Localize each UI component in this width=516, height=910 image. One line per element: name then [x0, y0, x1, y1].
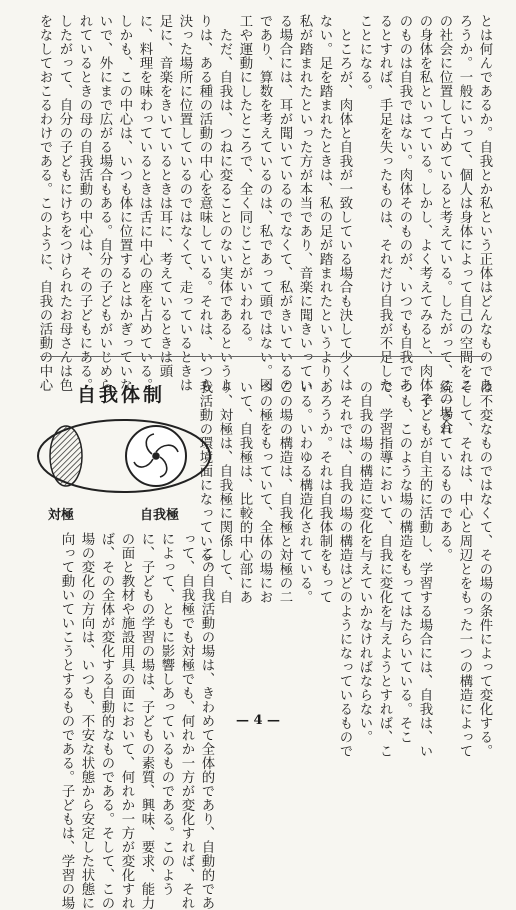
text-line: であり、算数を考えているのは、私であって頭ではない。図 [257, 14, 272, 392]
ego-structure-diagram [28, 380, 214, 530]
text-line: 向って動いていこうとするものである。子どもは、学習の場 [59, 532, 74, 910]
text-line: によって、ともに影響しあっているものである。このよう [159, 532, 174, 896]
text-line: 場の変化の方向は、いつも、不安な状態から安定した状態に [79, 532, 94, 910]
text-line: をなしておこるわけである。このように、自我の活動の中心 [37, 14, 52, 392]
text-line: って、自我極でも対極でも、何れか一方が変化すれば、それ [179, 532, 194, 910]
text-line: 私が踏まれたといった方が本当であり、音楽に聞きいってい [297, 14, 312, 392]
text-line: で、学習指導において、自我に変化を与えようとすれば、こ [377, 380, 392, 758]
text-line: しかも、この中心は、いつも体に位置するとはかぎっていな [117, 14, 132, 392]
text-line: 決った場所に位置しているのではなくて、走っているときは [177, 14, 192, 392]
text-line: つの極をもっていて、全体の場にお [257, 380, 272, 604]
text-line: 足に、音楽をきいているときは耳に、考えているときは頭 [157, 14, 172, 378]
text-line: の自我の場の構造に変化を与えていかなければならない。 [357, 380, 372, 744]
text-line: 統一されているものである。 [437, 380, 452, 562]
text-line: の身体を私といっている。しかし、よく考えてみると、肉体そ [417, 14, 432, 406]
text-line: は不変なものではなくて、その場の条件によって変化する。 [477, 380, 492, 758]
text-line: の社会に位置して占めていると考えている。したがって、この場合 [437, 14, 452, 434]
text-line: の面と教材や施設用具の面において、何れか一方が変化すれ [119, 532, 134, 910]
text-line: り、対極は、自我極に関係して、自 [217, 380, 232, 604]
text-line: つも、このような場の構造をもってはたらいている。そこ [397, 380, 412, 744]
text-line: いる。いわゆる構造化されている。 [297, 380, 312, 604]
text-line: あろうか。それは自我体制をもって [317, 380, 332, 604]
section-divider [40, 356, 486, 357]
text-line: 工や運動にしたところで、全く同じことがいわれる。 [237, 14, 252, 350]
text-line: それでは、自我の場の構造はどのようになっているもので [337, 380, 352, 758]
text-line: ことになる。 [357, 14, 372, 98]
opposite-pole-label: 対極 [48, 508, 75, 523]
opposite-pole-shape [50, 426, 82, 486]
text-line: ろうか。一般にいって、個人は身体によって自己の空間をこ [457, 14, 472, 392]
text-line: いで、外にまで広がる場合もある。自分の子どもがいじめら [97, 14, 112, 392]
diagram-title: 自我体制 [76, 384, 165, 406]
text-line: ただ、自我は、つねに変ることのない実体であるというよ [217, 14, 232, 392]
text-line: に、料理を味わっているときは舌に中心の座を占めている。 [137, 14, 152, 392]
page-number: — 4 — [235, 713, 281, 728]
text-line: 子どもが自主的に活動し、学習する場合には、自我は、い [417, 380, 432, 758]
text-line: のものは自我ではない。肉体そのものが、いつでも自我であ [397, 14, 412, 392]
ego-pole-label: 自我極 [140, 508, 180, 523]
text-line: るとすれば、手足を失ったものは、それだけ自我が不足した [377, 14, 392, 392]
text-line: 我活動の環境面になっている。 [197, 380, 212, 576]
text-line: ば、その全体が変化する自動的なものである。そして、この [99, 532, 114, 910]
text-line: したがって、自分の子どもにけちをつけられたお母さんは色 [57, 14, 72, 392]
lower-left-text-column [16, 532, 216, 910]
text-line: この場の構造は、自我極と対極の二 [277, 380, 292, 604]
text-line: りは、ある種の活動の中心を意味している。それは、いつも [197, 14, 212, 392]
text-line: に、子どもの学習の場は、子どもの素質、興味、要求、能力 [139, 532, 154, 910]
text-line: そして、それは、中心と周辺とをもった一つの構造によって [457, 380, 472, 758]
text-line: ところが、肉体と自我が一致している場合も決して少くは [337, 14, 352, 392]
text-line: る場合には、耳が聞いているのでなくて、私がきいているの [277, 14, 292, 392]
text-line: この自我活動の場は、きわめて全体的であり、自動的であ [199, 532, 214, 910]
text-line: とは何んであるか。自我とか私という正体はどんなものであ [477, 14, 492, 392]
text-line: いて、自我極は、比較的中心部にあ [237, 380, 252, 604]
text-line: れているときの母の自我活動の中心は、その子どもにある。 [77, 14, 92, 392]
text-line: ない。足を踏まれたときは、私の足が踏まれたというより、 [317, 14, 332, 392]
